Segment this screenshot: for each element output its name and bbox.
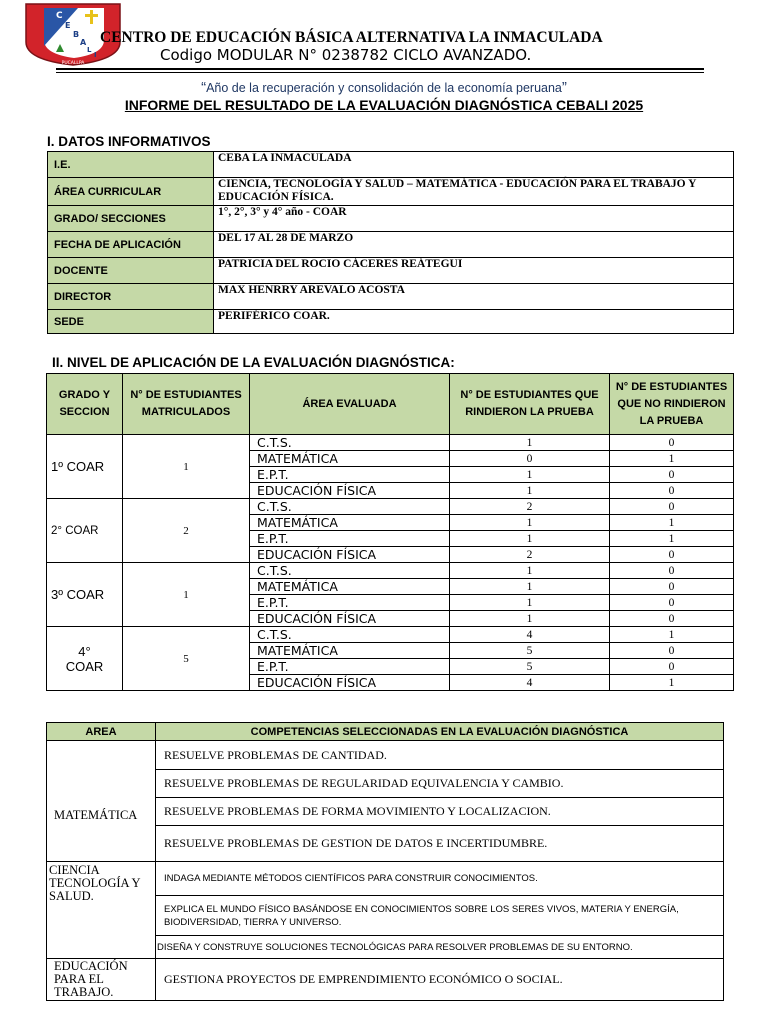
no-rindieron-cell: 0 [610, 499, 734, 515]
area-cell: E.P.T. [250, 595, 450, 611]
area-cell: E.P.T. [250, 531, 450, 547]
grado-cell: 4° COAR [47, 627, 123, 691]
datos-label: I.E. [48, 152, 214, 178]
area-cell: E.P.T. [250, 659, 450, 675]
no-rindieron-cell: 1 [610, 531, 734, 547]
logo-letter: L [87, 46, 92, 54]
grado-cell: 2° COAR [47, 499, 123, 563]
year-name [0, 79, 768, 96]
area-cell: C.T.S. [250, 563, 450, 579]
logo-letter: E [65, 21, 71, 30]
close-quote-glyph: ” [561, 79, 567, 96]
competencia-item: EXPLICA EL MUNDO FÍSICO BASÁNDOSE EN CONOCIMIENTOS SOBRE LOS SERES VIVOS, MATERIA Y ENERGÍA, BIODIVERSIDAD, TIERRA Y UNIVERSO. [156, 896, 724, 936]
competencia-item: RESUELVE PROBLEMAS DE FORMA MOVIMIENTO Y LOCALIZACION. [156, 798, 724, 826]
area-cell: C.T.S. [250, 627, 450, 643]
modular-code: Codigo MODULAR N° 0238782 CICLO AVANZADO. [160, 46, 532, 64]
no-rindieron-cell: 0 [610, 595, 734, 611]
year-name-text: Año de la recuperación y consolidación de la economía peruana [206, 81, 562, 95]
area-cell: MATEMÁTICA [250, 579, 450, 595]
datos-value: CEBA LA INMACULADA [214, 152, 734, 178]
section-title-datos: I. DATOS INFORMATIVOS [47, 134, 211, 149]
area-cell: EDUCACIÓN FÍSICA [250, 547, 450, 563]
header-divider [56, 68, 704, 70]
grado-cell: 3º COAR [47, 563, 123, 627]
rindieron-cell: 2 [450, 499, 610, 515]
datos-table [47, 151, 734, 334]
header-divider [56, 72, 704, 73]
no-rindieron-cell: 1 [610, 515, 734, 531]
no-rindieron-cell: 0 [610, 579, 734, 595]
table-row [47, 563, 734, 579]
rindieron-cell: 4 [450, 675, 610, 691]
table-row [47, 435, 734, 451]
competencia-item: RESUELVE PROBLEMAS DE CANTIDAD. [156, 741, 724, 770]
header-area: AREA [47, 723, 156, 741]
nivel-body [47, 435, 734, 691]
area-cell: C.T.S. [250, 499, 450, 515]
no-rindieron-cell: 0 [610, 611, 734, 627]
no-rindieron-cell: 1 [610, 627, 734, 643]
rindieron-cell: 1 [450, 515, 610, 531]
datos-label: DIRECTOR [48, 284, 214, 310]
rindieron-cell: 1 [450, 483, 610, 499]
area-matematica: MATEMÁTICA [47, 741, 156, 862]
header-no-rindieron: N° DE ESTUDIANTES QUE NO RINDIERON LA PRUEBA [610, 374, 734, 435]
rindieron-cell: 2 [450, 547, 610, 563]
logo-letter: A [80, 38, 87, 47]
datos-value: CIENCIA, TECNOLOGÍA Y SALUD – MATEMÁTICA - EDUCACIÓN PARA EL TRABAJO Y EDUCACIÓN FÍSICA. [214, 178, 734, 206]
table-row [47, 862, 724, 896]
datos-label: ÁREA CURRICULAR [48, 178, 214, 206]
no-rindieron-cell: 1 [610, 675, 734, 691]
table-row [48, 232, 734, 258]
rindieron-cell: 1 [450, 435, 610, 451]
no-rindieron-cell: 0 [610, 659, 734, 675]
rindieron-cell: 0 [450, 451, 610, 467]
rindieron-cell: 4 [450, 627, 610, 643]
area-cell: EDUCACIÓN FÍSICA [250, 483, 450, 499]
rindieron-cell: 5 [450, 643, 610, 659]
report-title: INFORME DEL RESULTADO DE LA EVALUACIÓN DIAGNÓSTICA CEBALI 2025 [124, 97, 644, 113]
logo-letter: I [94, 51, 97, 59]
nivel-table [46, 373, 734, 691]
datos-value: 1°, 2°, 3° y 4° año - COAR [214, 206, 734, 232]
matriculados-cell: 5 [123, 627, 250, 691]
table-row [48, 178, 734, 206]
header-area: ÁREA EVALUADA [250, 374, 450, 435]
datos-value: DEL 17 AL 28 DE MARZO [214, 232, 734, 258]
datos-label: DOCENTE [48, 258, 214, 284]
rindieron-cell: 1 [450, 467, 610, 483]
logo-letter: C [56, 11, 63, 21]
area-ciencia: CIENCIA TECNOLOGÍA Y SALUD. [47, 862, 156, 959]
datos-value: PATRICIA DEL ROCIO CÁCERES REÁTEGUI [214, 258, 734, 284]
no-rindieron-cell: 0 [610, 467, 734, 483]
table-row [48, 152, 734, 178]
competencia-item: RESUELVE PROBLEMAS DE GESTION DE DATOS E INCERTIDUMBRE. [156, 826, 724, 862]
section-title-nivel: II. NIVEL DE APLICACIÓN DE LA EVALUACIÓN DIAGNÓSTICA: [52, 355, 455, 370]
logo-tagline: PUCALLPA [61, 61, 85, 66]
datos-label: FECHA DE APLICACIÓN [48, 232, 214, 258]
no-rindieron-cell: 1 [610, 451, 734, 467]
area-trabajo: EDUCACIÓN PARA EL TRABAJO. [47, 959, 156, 1001]
rindieron-cell: 1 [450, 595, 610, 611]
table-row [47, 499, 734, 515]
table-row [48, 284, 734, 310]
area-cell: MATEMÁTICA [250, 643, 450, 659]
table-row [48, 206, 734, 232]
table-row [48, 310, 734, 334]
header-competencias: COMPETENCIAS SELECCIONADAS EN LA EVALUACIÓN DIAGNÓSTICA [156, 723, 724, 741]
area-cell: E.P.T. [250, 467, 450, 483]
school-name: CENTRO DE EDUCACIÓN BÁSICA ALTERNATIVA LA INMACULADA [100, 29, 603, 46]
open-quote-glyph: “ [201, 79, 207, 96]
matriculados-cell: 1 [123, 563, 250, 627]
matriculados-cell: 1 [123, 435, 250, 499]
no-rindieron-cell: 0 [610, 643, 734, 659]
table-row [47, 627, 734, 643]
no-rindieron-cell: 0 [610, 435, 734, 451]
competencia-item: RESUELVE PROBLEMAS DE REGULARIDAD EQUIVALENCIA Y CAMBIO. [156, 770, 724, 798]
area-cell: EDUCACIÓN FÍSICA [250, 675, 450, 691]
header-matriculados: N° DE ESTUDIANTES MATRICULADOS [123, 374, 250, 435]
area-cell: EDUCACIÓN FÍSICA [250, 611, 450, 627]
datos-label: GRADO/ SECCIONES [48, 206, 214, 232]
area-cell: MATEMÁTICA [250, 515, 450, 531]
area-cell: MATEMÁTICA [250, 451, 450, 467]
rindieron-cell: 1 [450, 611, 610, 627]
matriculados-cell: 2 [123, 499, 250, 563]
rindieron-cell: 1 [450, 531, 610, 547]
competencia-item: DISEÑA Y CONSTRUYE SOLUCIONES TECNOLÓGICAS PARA RESOLVER PROBLEMAS DE SU ENTORNO. [156, 936, 724, 959]
rindieron-cell: 5 [450, 659, 610, 675]
grado-cell: 1º COAR [47, 435, 123, 499]
area-cell: C.T.S. [250, 435, 450, 451]
table-row [47, 741, 724, 770]
header-rindieron: N° DE ESTUDIANTES QUE RINDIERON LA PRUEBA [450, 374, 610, 435]
datos-value: PERIFÉRICO COAR. [214, 310, 734, 334]
table-header-row [47, 374, 734, 435]
table-header-row [47, 723, 724, 741]
table-row [47, 959, 724, 1001]
competencia-item: GESTIONA PROYECTOS DE EMPRENDIMIENTO ECONÓMICO O SOCIAL. [156, 959, 724, 1001]
competencias-table [46, 722, 724, 1001]
no-rindieron-cell: 0 [610, 563, 734, 579]
datos-value: MAX HENRRY AREVALO ACOSTA [214, 284, 734, 310]
competencia-item: INDAGA MEDIANTE MÉTODOS CIENTÍFICOS PARA CONSTRUIR CONOCIMIENTOS. [156, 862, 724, 896]
logo-letter: B [73, 30, 80, 39]
datos-label: SEDE [48, 310, 214, 334]
no-rindieron-cell: 0 [610, 483, 734, 499]
rindieron-cell: 1 [450, 563, 610, 579]
header-grado: GRADO Y SECCION [47, 374, 123, 435]
rindieron-cell: 1 [450, 579, 610, 595]
table-row [48, 258, 734, 284]
no-rindieron-cell: 0 [610, 547, 734, 563]
